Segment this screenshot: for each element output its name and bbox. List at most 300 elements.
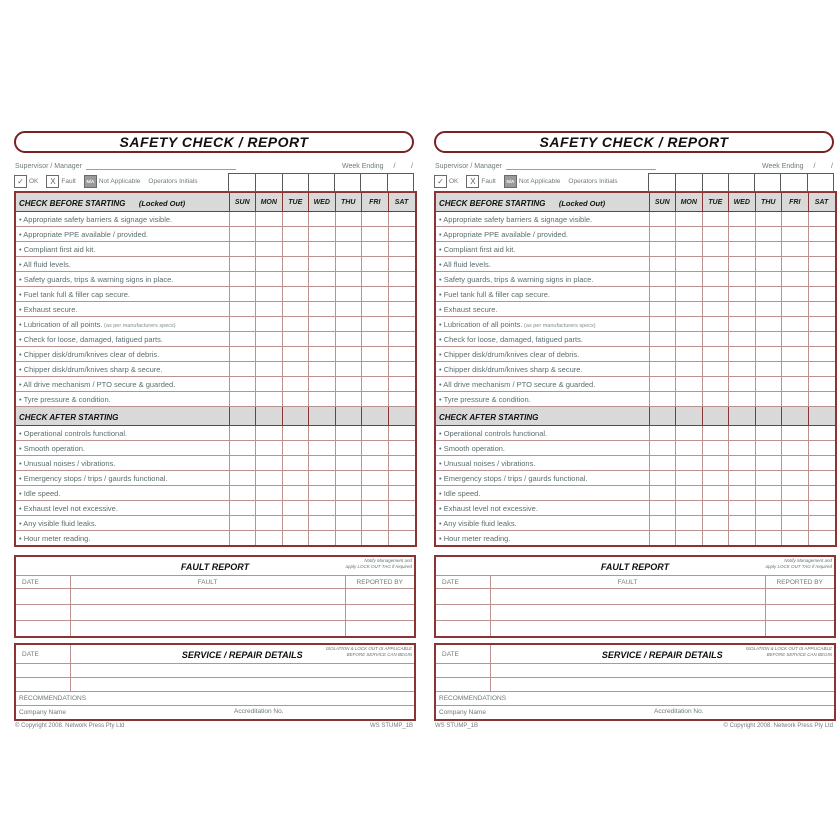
initials-cell[interactable] bbox=[675, 174, 701, 191]
day-check-cell[interactable] bbox=[729, 332, 756, 347]
day-check-cell[interactable] bbox=[782, 332, 809, 347]
day-check-cell[interactable] bbox=[676, 426, 703, 441]
day-check-cell[interactable] bbox=[309, 456, 336, 471]
day-check-cell[interactable] bbox=[755, 347, 782, 362]
day-check-cell[interactable] bbox=[229, 441, 256, 456]
fault-date-cell[interactable] bbox=[15, 621, 70, 638]
day-check-cell[interactable] bbox=[282, 377, 309, 392]
day-check-cell[interactable] bbox=[649, 242, 676, 257]
fault-description-cell[interactable] bbox=[70, 589, 345, 605]
day-check-cell[interactable] bbox=[676, 242, 703, 257]
day-check-cell[interactable] bbox=[309, 377, 336, 392]
day-check-cell[interactable] bbox=[335, 347, 362, 362]
day-check-cell[interactable] bbox=[676, 332, 703, 347]
day-check-cell[interactable] bbox=[808, 257, 836, 272]
day-check-cell[interactable] bbox=[362, 456, 389, 471]
day-check-cell[interactable] bbox=[782, 317, 809, 332]
day-check-cell[interactable] bbox=[729, 212, 756, 227]
day-check-cell[interactable] bbox=[755, 317, 782, 332]
day-check-cell[interactable] bbox=[309, 272, 336, 287]
day-check-cell[interactable] bbox=[782, 212, 809, 227]
day-check-cell[interactable] bbox=[676, 501, 703, 516]
day-check-cell[interactable] bbox=[808, 317, 836, 332]
day-check-cell[interactable] bbox=[676, 471, 703, 486]
fault-date-cell[interactable] bbox=[435, 621, 490, 638]
day-check-cell[interactable] bbox=[388, 287, 416, 302]
day-check-cell[interactable] bbox=[702, 212, 729, 227]
recommendations-field[interactable]: RECOMMENDATIONS bbox=[15, 692, 415, 706]
day-check-cell[interactable] bbox=[755, 392, 782, 407]
day-check-cell[interactable] bbox=[362, 471, 389, 486]
day-check-cell[interactable] bbox=[388, 242, 416, 257]
day-check-cell[interactable] bbox=[282, 332, 309, 347]
day-check-cell[interactable] bbox=[362, 257, 389, 272]
day-check-cell[interactable] bbox=[808, 287, 836, 302]
day-check-cell[interactable] bbox=[649, 347, 676, 362]
day-check-cell[interactable] bbox=[755, 377, 782, 392]
day-check-cell[interactable] bbox=[702, 426, 729, 441]
day-check-cell[interactable] bbox=[702, 486, 729, 501]
day-check-cell[interactable] bbox=[808, 426, 836, 441]
day-check-cell[interactable] bbox=[676, 456, 703, 471]
day-check-cell[interactable] bbox=[229, 486, 256, 501]
day-check-cell[interactable] bbox=[256, 456, 283, 471]
day-check-cell[interactable] bbox=[335, 377, 362, 392]
day-check-cell[interactable] bbox=[808, 531, 836, 547]
day-check-cell[interactable] bbox=[362, 242, 389, 257]
day-check-cell[interactable] bbox=[808, 227, 836, 242]
day-check-cell[interactable] bbox=[229, 531, 256, 547]
day-check-cell[interactable] bbox=[335, 471, 362, 486]
day-check-cell[interactable] bbox=[729, 441, 756, 456]
day-check-cell[interactable] bbox=[702, 317, 729, 332]
day-check-cell[interactable] bbox=[755, 471, 782, 486]
day-cell[interactable] bbox=[702, 407, 729, 426]
day-check-cell[interactable] bbox=[362, 347, 389, 362]
day-check-cell[interactable] bbox=[676, 212, 703, 227]
day-check-cell[interactable] bbox=[388, 212, 416, 227]
day-check-cell[interactable] bbox=[702, 362, 729, 377]
day-check-cell[interactable] bbox=[309, 317, 336, 332]
day-check-cell[interactable] bbox=[729, 257, 756, 272]
initials-cell[interactable] bbox=[229, 174, 255, 191]
fault-reported-by-cell[interactable] bbox=[765, 589, 835, 605]
day-check-cell[interactable] bbox=[388, 531, 416, 547]
day-check-cell[interactable] bbox=[782, 501, 809, 516]
fault-reported-by-cell[interactable] bbox=[345, 605, 415, 621]
day-check-cell[interactable] bbox=[649, 456, 676, 471]
day-check-cell[interactable] bbox=[649, 212, 676, 227]
fault-date-cell[interactable] bbox=[435, 605, 490, 621]
day-check-cell[interactable] bbox=[256, 317, 283, 332]
fault-reported-by-cell[interactable] bbox=[765, 621, 835, 638]
day-check-cell[interactable] bbox=[782, 392, 809, 407]
day-check-cell[interactable] bbox=[729, 456, 756, 471]
day-check-cell[interactable] bbox=[676, 377, 703, 392]
day-check-cell[interactable] bbox=[309, 426, 336, 441]
day-check-cell[interactable] bbox=[282, 531, 309, 547]
day-check-cell[interactable] bbox=[309, 242, 336, 257]
day-check-cell[interactable] bbox=[676, 347, 703, 362]
day-check-cell[interactable] bbox=[282, 486, 309, 501]
day-check-cell[interactable] bbox=[309, 227, 336, 242]
day-check-cell[interactable] bbox=[755, 426, 782, 441]
day-check-cell[interactable] bbox=[729, 531, 756, 547]
fault-reported-by-cell[interactable] bbox=[345, 621, 415, 638]
initials-cell[interactable] bbox=[387, 174, 413, 191]
day-check-cell[interactable] bbox=[676, 531, 703, 547]
day-cell[interactable] bbox=[676, 407, 703, 426]
day-check-cell[interactable] bbox=[362, 501, 389, 516]
day-check-cell[interactable] bbox=[649, 377, 676, 392]
initials-cell[interactable] bbox=[282, 174, 308, 191]
day-check-cell[interactable] bbox=[388, 332, 416, 347]
day-check-cell[interactable] bbox=[362, 287, 389, 302]
day-check-cell[interactable] bbox=[729, 486, 756, 501]
day-check-cell[interactable] bbox=[335, 441, 362, 456]
day-check-cell[interactable] bbox=[782, 516, 809, 531]
day-cell[interactable] bbox=[808, 407, 836, 426]
day-cell[interactable] bbox=[282, 407, 309, 426]
day-check-cell[interactable] bbox=[388, 501, 416, 516]
day-check-cell[interactable] bbox=[256, 347, 283, 362]
day-check-cell[interactable] bbox=[729, 362, 756, 377]
fault-reported-by-cell[interactable] bbox=[345, 589, 415, 605]
day-check-cell[interactable] bbox=[676, 257, 703, 272]
day-check-cell[interactable] bbox=[676, 227, 703, 242]
day-check-cell[interactable] bbox=[649, 272, 676, 287]
day-check-cell[interactable] bbox=[649, 257, 676, 272]
day-check-cell[interactable] bbox=[782, 456, 809, 471]
day-cell[interactable] bbox=[362, 407, 389, 426]
day-cell[interactable] bbox=[755, 407, 782, 426]
day-check-cell[interactable] bbox=[335, 531, 362, 547]
day-check-cell[interactable] bbox=[755, 362, 782, 377]
supervisor-manager-input-line[interactable] bbox=[86, 160, 236, 170]
day-check-cell[interactable] bbox=[229, 516, 256, 531]
fault-description-cell[interactable] bbox=[70, 621, 345, 638]
day-check-cell[interactable] bbox=[309, 212, 336, 227]
service-date-cell[interactable] bbox=[435, 678, 490, 692]
day-check-cell[interactable] bbox=[282, 242, 309, 257]
day-check-cell[interactable] bbox=[229, 227, 256, 242]
day-check-cell[interactable] bbox=[808, 471, 836, 486]
service-date-cell[interactable] bbox=[435, 664, 490, 678]
day-check-cell[interactable] bbox=[256, 531, 283, 547]
day-check-cell[interactable] bbox=[676, 516, 703, 531]
day-check-cell[interactable] bbox=[808, 456, 836, 471]
day-check-cell[interactable] bbox=[755, 227, 782, 242]
day-check-cell[interactable] bbox=[256, 332, 283, 347]
day-check-cell[interactable] bbox=[229, 332, 256, 347]
day-check-cell[interactable] bbox=[309, 302, 336, 317]
day-check-cell[interactable] bbox=[229, 302, 256, 317]
day-check-cell[interactable] bbox=[309, 392, 336, 407]
day-check-cell[interactable] bbox=[335, 272, 362, 287]
day-check-cell[interactable] bbox=[808, 302, 836, 317]
day-check-cell[interactable] bbox=[755, 501, 782, 516]
day-check-cell[interactable] bbox=[782, 242, 809, 257]
day-check-cell[interactable] bbox=[755, 242, 782, 257]
day-check-cell[interactable] bbox=[388, 227, 416, 242]
service-date-cell[interactable] bbox=[15, 678, 70, 692]
day-check-cell[interactable] bbox=[282, 272, 309, 287]
day-check-cell[interactable] bbox=[702, 377, 729, 392]
day-check-cell[interactable] bbox=[335, 227, 362, 242]
day-check-cell[interactable] bbox=[256, 516, 283, 531]
day-check-cell[interactable] bbox=[388, 302, 416, 317]
day-check-cell[interactable] bbox=[755, 272, 782, 287]
day-check-cell[interactable] bbox=[782, 486, 809, 501]
day-check-cell[interactable] bbox=[649, 332, 676, 347]
day-check-cell[interactable] bbox=[388, 257, 416, 272]
initials-cell[interactable] bbox=[702, 174, 728, 191]
day-check-cell[interactable] bbox=[808, 272, 836, 287]
service-details-cell[interactable] bbox=[490, 664, 835, 678]
day-check-cell[interactable] bbox=[388, 392, 416, 407]
day-check-cell[interactable] bbox=[282, 426, 309, 441]
day-check-cell[interactable] bbox=[256, 302, 283, 317]
day-cell[interactable] bbox=[309, 407, 336, 426]
day-check-cell[interactable] bbox=[282, 287, 309, 302]
day-check-cell[interactable] bbox=[388, 272, 416, 287]
day-check-cell[interactable] bbox=[729, 347, 756, 362]
fault-date-cell[interactable] bbox=[435, 589, 490, 605]
day-check-cell[interactable] bbox=[702, 227, 729, 242]
day-check-cell[interactable] bbox=[702, 516, 729, 531]
day-check-cell[interactable] bbox=[729, 471, 756, 486]
fault-description-cell[interactable] bbox=[490, 589, 765, 605]
day-check-cell[interactable] bbox=[649, 287, 676, 302]
day-check-cell[interactable] bbox=[335, 212, 362, 227]
day-check-cell[interactable] bbox=[676, 486, 703, 501]
day-check-cell[interactable] bbox=[362, 377, 389, 392]
day-check-cell[interactable] bbox=[755, 531, 782, 547]
day-check-cell[interactable] bbox=[282, 441, 309, 456]
day-check-cell[interactable] bbox=[808, 516, 836, 531]
day-check-cell[interactable] bbox=[309, 287, 336, 302]
day-check-cell[interactable] bbox=[755, 332, 782, 347]
day-check-cell[interactable] bbox=[256, 362, 283, 377]
day-check-cell[interactable] bbox=[282, 362, 309, 377]
day-check-cell[interactable] bbox=[362, 486, 389, 501]
day-check-cell[interactable] bbox=[388, 347, 416, 362]
day-check-cell[interactable] bbox=[362, 227, 389, 242]
day-check-cell[interactable] bbox=[676, 392, 703, 407]
day-check-cell[interactable] bbox=[388, 471, 416, 486]
day-check-cell[interactable] bbox=[362, 426, 389, 441]
day-check-cell[interactable] bbox=[256, 486, 283, 501]
day-check-cell[interactable] bbox=[782, 227, 809, 242]
day-check-cell[interactable] bbox=[649, 392, 676, 407]
day-check-cell[interactable] bbox=[256, 287, 283, 302]
day-check-cell[interactable] bbox=[649, 486, 676, 501]
day-check-cell[interactable] bbox=[256, 212, 283, 227]
day-check-cell[interactable] bbox=[702, 287, 729, 302]
day-check-cell[interactable] bbox=[782, 471, 809, 486]
day-check-cell[interactable] bbox=[782, 257, 809, 272]
day-cell[interactable] bbox=[782, 407, 809, 426]
day-check-cell[interactable] bbox=[755, 287, 782, 302]
day-check-cell[interactable] bbox=[362, 441, 389, 456]
day-check-cell[interactable] bbox=[309, 501, 336, 516]
day-check-cell[interactable] bbox=[649, 501, 676, 516]
day-check-cell[interactable] bbox=[335, 516, 362, 531]
initials-cell[interactable] bbox=[754, 174, 780, 191]
day-check-cell[interactable] bbox=[808, 212, 836, 227]
day-check-cell[interactable] bbox=[729, 242, 756, 257]
day-check-cell[interactable] bbox=[256, 377, 283, 392]
service-date-cell[interactable] bbox=[15, 664, 70, 678]
day-check-cell[interactable] bbox=[335, 426, 362, 441]
day-check-cell[interactable] bbox=[649, 471, 676, 486]
day-check-cell[interactable] bbox=[729, 516, 756, 531]
day-check-cell[interactable] bbox=[229, 501, 256, 516]
day-check-cell[interactable] bbox=[309, 362, 336, 377]
day-check-cell[interactable] bbox=[755, 257, 782, 272]
day-check-cell[interactable] bbox=[388, 362, 416, 377]
day-check-cell[interactable] bbox=[729, 302, 756, 317]
day-cell[interactable] bbox=[388, 407, 416, 426]
day-check-cell[interactable] bbox=[702, 441, 729, 456]
day-check-cell[interactable] bbox=[362, 332, 389, 347]
day-check-cell[interactable] bbox=[362, 362, 389, 377]
day-check-cell[interactable] bbox=[808, 392, 836, 407]
day-check-cell[interactable] bbox=[282, 317, 309, 332]
initials-cell[interactable] bbox=[360, 174, 386, 191]
day-check-cell[interactable] bbox=[282, 302, 309, 317]
day-check-cell[interactable] bbox=[229, 392, 256, 407]
day-cell[interactable] bbox=[229, 407, 256, 426]
day-check-cell[interactable] bbox=[282, 471, 309, 486]
day-check-cell[interactable] bbox=[702, 501, 729, 516]
day-check-cell[interactable] bbox=[808, 501, 836, 516]
day-check-cell[interactable] bbox=[782, 531, 809, 547]
day-check-cell[interactable] bbox=[702, 456, 729, 471]
day-check-cell[interactable] bbox=[729, 501, 756, 516]
day-check-cell[interactable] bbox=[755, 516, 782, 531]
day-check-cell[interactable] bbox=[808, 441, 836, 456]
day-check-cell[interactable] bbox=[782, 347, 809, 362]
day-check-cell[interactable] bbox=[755, 441, 782, 456]
day-check-cell[interactable] bbox=[676, 441, 703, 456]
day-check-cell[interactable] bbox=[676, 362, 703, 377]
day-check-cell[interactable] bbox=[782, 302, 809, 317]
fault-reported-by-cell[interactable] bbox=[765, 605, 835, 621]
day-check-cell[interactable] bbox=[702, 242, 729, 257]
day-check-cell[interactable] bbox=[229, 257, 256, 272]
day-check-cell[interactable] bbox=[309, 347, 336, 362]
fault-description-cell[interactable] bbox=[70, 605, 345, 621]
day-check-cell[interactable] bbox=[282, 516, 309, 531]
day-check-cell[interactable] bbox=[755, 302, 782, 317]
initials-cell[interactable] bbox=[649, 174, 675, 191]
day-check-cell[interactable] bbox=[729, 392, 756, 407]
day-check-cell[interactable] bbox=[388, 426, 416, 441]
day-check-cell[interactable] bbox=[309, 486, 336, 501]
service-details-cell[interactable] bbox=[70, 664, 415, 678]
day-check-cell[interactable] bbox=[808, 347, 836, 362]
day-check-cell[interactable] bbox=[282, 347, 309, 362]
day-check-cell[interactable] bbox=[782, 272, 809, 287]
day-check-cell[interactable] bbox=[229, 426, 256, 441]
fault-description-cell[interactable] bbox=[490, 621, 765, 638]
fault-description-cell[interactable] bbox=[490, 605, 765, 621]
day-check-cell[interactable] bbox=[309, 441, 336, 456]
day-check-cell[interactable] bbox=[808, 332, 836, 347]
day-check-cell[interactable] bbox=[702, 332, 729, 347]
day-check-cell[interactable] bbox=[755, 486, 782, 501]
day-check-cell[interactable] bbox=[362, 272, 389, 287]
day-check-cell[interactable] bbox=[649, 531, 676, 547]
service-details-cell[interactable] bbox=[70, 678, 415, 692]
day-check-cell[interactable] bbox=[309, 257, 336, 272]
day-check-cell[interactable] bbox=[388, 377, 416, 392]
day-check-cell[interactable] bbox=[649, 516, 676, 531]
day-check-cell[interactable] bbox=[229, 242, 256, 257]
day-check-cell[interactable] bbox=[702, 471, 729, 486]
day-check-cell[interactable] bbox=[309, 531, 336, 547]
day-check-cell[interactable] bbox=[649, 302, 676, 317]
day-check-cell[interactable] bbox=[702, 392, 729, 407]
day-check-cell[interactable] bbox=[729, 377, 756, 392]
day-check-cell[interactable] bbox=[229, 347, 256, 362]
day-check-cell[interactable] bbox=[808, 242, 836, 257]
day-check-cell[interactable] bbox=[702, 272, 729, 287]
day-check-cell[interactable] bbox=[782, 362, 809, 377]
day-check-cell[interactable] bbox=[388, 317, 416, 332]
day-check-cell[interactable] bbox=[282, 257, 309, 272]
service-details-cell[interactable] bbox=[490, 678, 835, 692]
day-check-cell[interactable] bbox=[229, 212, 256, 227]
company-name-field[interactable] bbox=[15, 706, 415, 721]
day-check-cell[interactable] bbox=[335, 501, 362, 516]
day-check-cell[interactable] bbox=[702, 302, 729, 317]
day-check-cell[interactable] bbox=[309, 516, 336, 531]
day-check-cell[interactable] bbox=[782, 426, 809, 441]
week-ending-date-field[interactable]: / / bbox=[813, 163, 833, 170]
day-check-cell[interactable] bbox=[229, 456, 256, 471]
day-cell[interactable] bbox=[729, 407, 756, 426]
day-check-cell[interactable] bbox=[256, 471, 283, 486]
day-check-cell[interactable] bbox=[649, 426, 676, 441]
day-cell[interactable] bbox=[649, 407, 676, 426]
day-check-cell[interactable] bbox=[782, 287, 809, 302]
day-check-cell[interactable] bbox=[335, 317, 362, 332]
day-check-cell[interactable] bbox=[229, 272, 256, 287]
day-check-cell[interactable] bbox=[335, 242, 362, 257]
day-check-cell[interactable] bbox=[256, 392, 283, 407]
day-check-cell[interactable] bbox=[755, 456, 782, 471]
day-check-cell[interactable] bbox=[388, 456, 416, 471]
day-check-cell[interactable] bbox=[282, 212, 309, 227]
day-check-cell[interactable] bbox=[229, 362, 256, 377]
day-check-cell[interactable] bbox=[388, 486, 416, 501]
day-check-cell[interactable] bbox=[256, 227, 283, 242]
initials-cell[interactable] bbox=[807, 174, 833, 191]
day-check-cell[interactable] bbox=[649, 362, 676, 377]
day-check-cell[interactable] bbox=[676, 287, 703, 302]
day-check-cell[interactable] bbox=[782, 377, 809, 392]
day-check-cell[interactable] bbox=[702, 347, 729, 362]
day-check-cell[interactable] bbox=[362, 531, 389, 547]
fault-date-cell[interactable] bbox=[15, 589, 70, 605]
day-check-cell[interactable] bbox=[702, 257, 729, 272]
day-check-cell[interactable] bbox=[256, 426, 283, 441]
day-check-cell[interactable] bbox=[335, 392, 362, 407]
day-check-cell[interactable] bbox=[676, 272, 703, 287]
day-check-cell[interactable] bbox=[782, 441, 809, 456]
